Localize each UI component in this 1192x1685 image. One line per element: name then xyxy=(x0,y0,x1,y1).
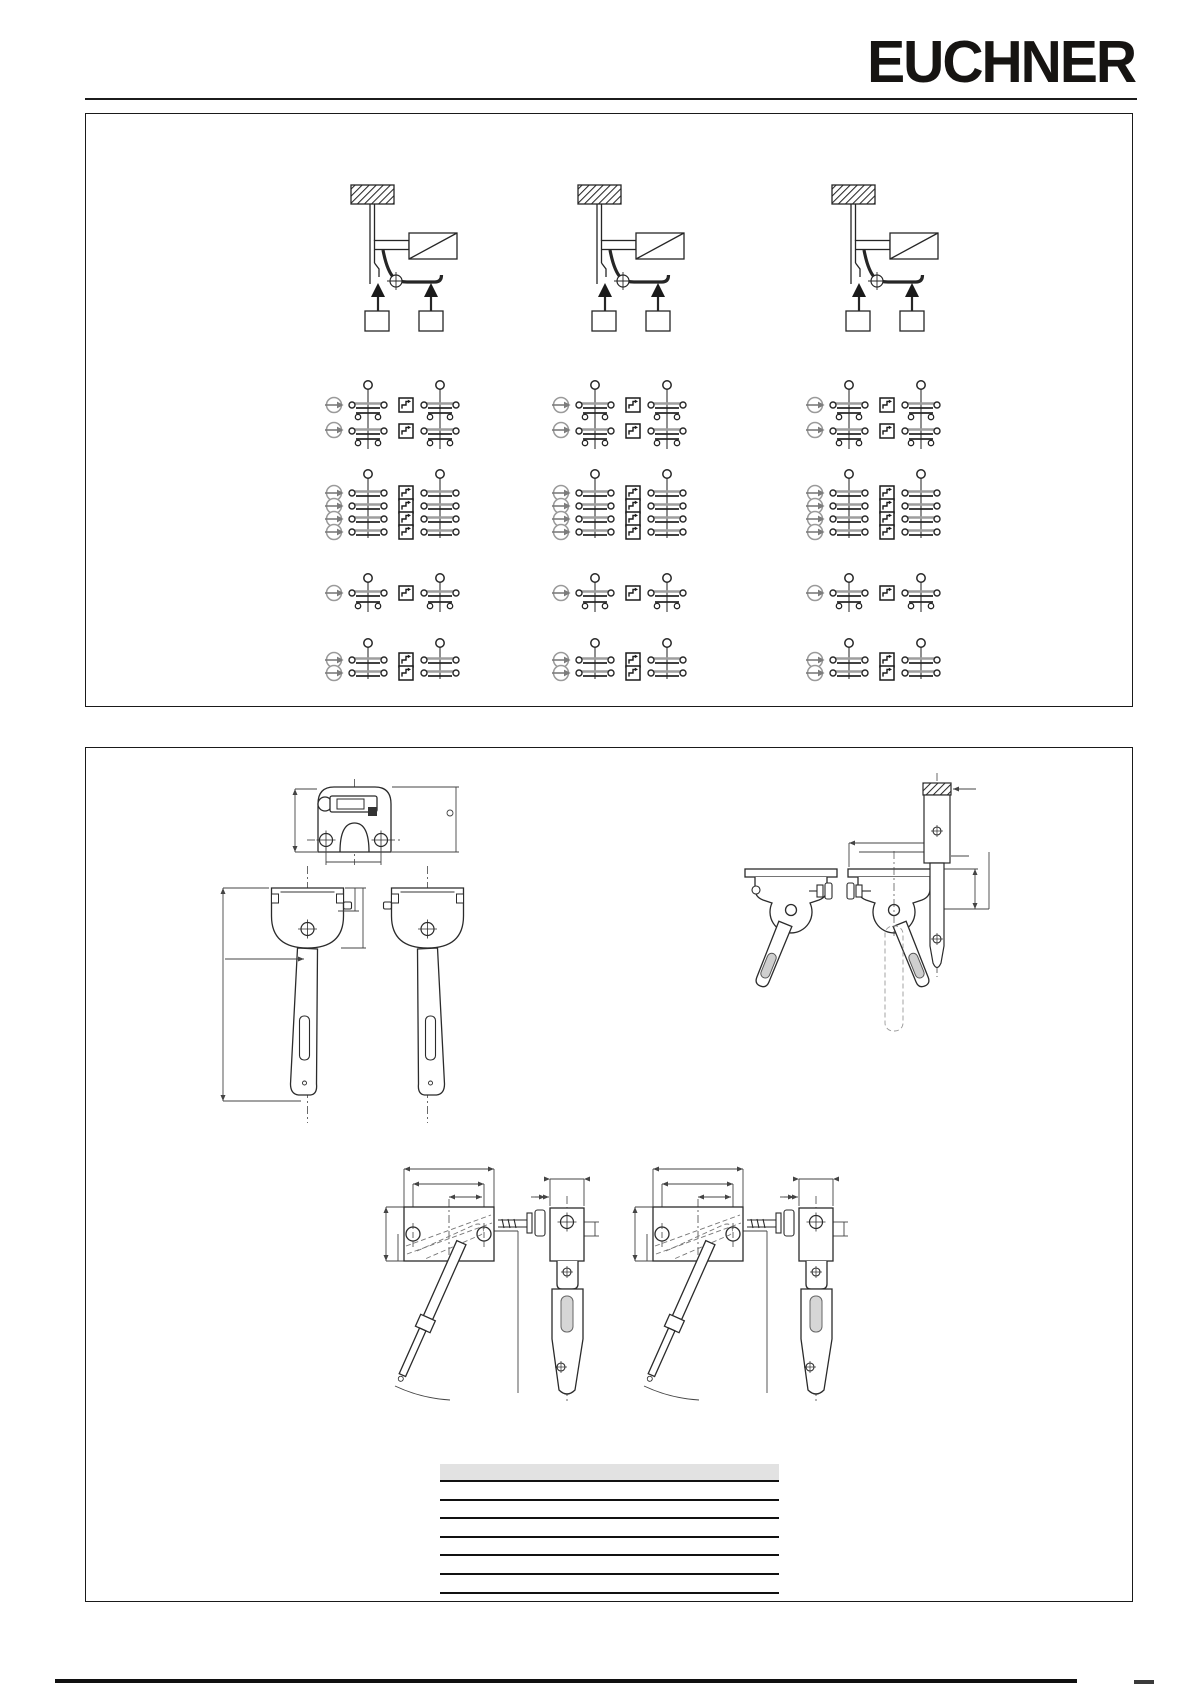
switching-diagrams-panel xyxy=(85,113,1133,707)
footer-rule xyxy=(55,1679,1077,1683)
dimension-table xyxy=(440,1464,779,1594)
front-view-1 xyxy=(272,866,352,1123)
table-row xyxy=(440,1501,779,1520)
diagram-column-2 xyxy=(552,185,686,681)
header-rule xyxy=(85,98,1137,100)
adjustable-lever-pair-2 xyxy=(633,1167,849,1404)
table-row xyxy=(440,1575,779,1594)
table-row xyxy=(440,1538,779,1557)
flange-lever-cluster xyxy=(745,773,989,1031)
euchner-logo: EUCHNER xyxy=(867,29,1135,96)
table-row xyxy=(440,1482,779,1501)
side-view-lever xyxy=(923,773,976,977)
table-row xyxy=(440,1519,779,1538)
front-view-2 xyxy=(384,866,464,1123)
adjustable-lever-pair xyxy=(384,1167,600,1404)
dimension-table-header xyxy=(440,1464,779,1482)
dimension-table-body xyxy=(440,1482,779,1594)
flange-view-1 xyxy=(745,869,837,933)
diagram-column-3 xyxy=(806,185,940,681)
front-view-lever-pair xyxy=(221,866,464,1123)
table-row xyxy=(440,1556,779,1575)
top-view-switch-head xyxy=(293,779,460,865)
switching-diagrams-canvas xyxy=(86,114,1134,708)
diagram-column-1 xyxy=(325,185,459,681)
page-number-clipped xyxy=(1134,1680,1156,1685)
